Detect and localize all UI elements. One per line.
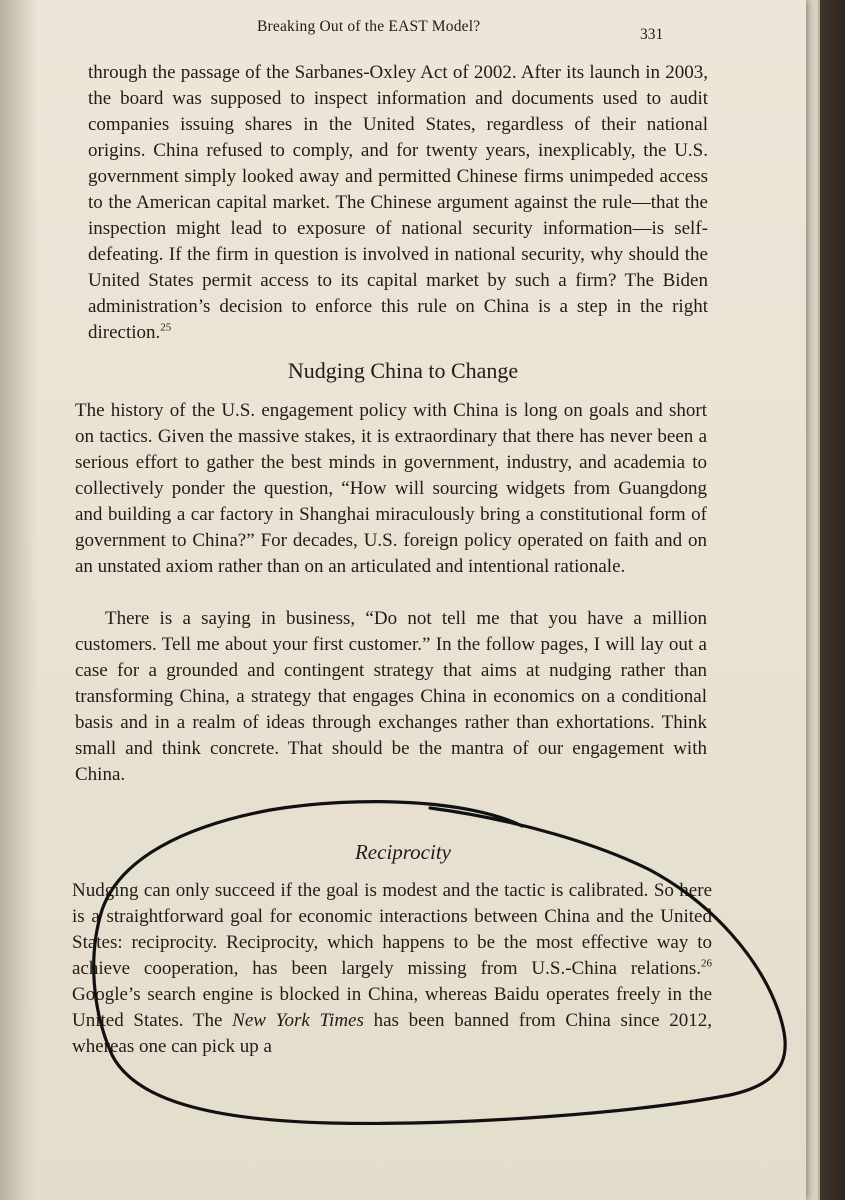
page-number: 331 [640, 26, 664, 43]
paragraph-reciprocity [72, 878, 712, 1060]
footnote-ref: 26 [701, 957, 712, 970]
paragraph-text: Google’s search engine is blocked in China, whereas Baidu operates freely in the United States. The [72, 984, 712, 1031]
footnote-ref: 25 [160, 321, 172, 334]
page-gutter-shadow [0, 0, 38, 1200]
paragraph-engagement-history: The history of the U.S. engagement policy with China is long on goals and short on tactics. Given the massive stakes, it is extraordinary that there has never been a serious effort to gather the best minds in government, industry, and academia to collectively ponder the question, “How will sourcing widgets from Guangdong and building a car factory in Shanghai miraculously bring a constitutional form of government to China?” For decades, U.S. foreign policy operated on faith and on an unstated axiom rather than on an articulated and intentional rationale. [75, 400, 707, 577]
paragraph-text: through the passage of the Sarbanes-Oxley Act of 2002. After its launch in 2003, the board was supposed to inspect information and documents used to audit companies issuing shares in the United States, regardless of their national origins. China refused to comply, and for twenty years, inexplicably, the U.S. government simply looked away and permitted Chinese firms unimpeded access to the American capital market. The Chinese argument against the rule—that the inspection might lead to exposure of national security information—is self-defeating. If the firm in question is involved in national security, why should the United States permit access to its capital market by such a firm? The Biden administration’s decision to enforce this rule on China is a step in the right direction. [88, 62, 708, 343]
paragraph-text: has been banned from China since 2012, whereas one can pick up a [72, 1010, 712, 1057]
publication-title: New York Times [232, 1010, 364, 1031]
subsection-heading: Reciprocity [354, 840, 451, 864]
paragraph-first-customer: There is a saying in business, “Do not tell me that you have a million customers. Tell me about your first customer.” In the follow pages, I will lay out a case for a grounded and contingent strategy that aims at nudging rather than transforming China, a strategy that engages China in economics on a conditional basis and in a realm of ideas through exchanges rather than exhortations. Think small and think concrete. That should be the mantra of our engagement with China. [75, 608, 707, 785]
paragraph-text: Nudging can only succeed if the goal is modest and the tactic is calibrated. So here is a straightforward goal for economic interactions between China and the United States: reciprocity. Reciprocity, which happens to be the most effective way to achieve cooperation, has been largely missing from U.S.-China relations. [72, 880, 712, 979]
section-heading: Nudging China to Change [287, 358, 519, 383]
paragraph-sarbanes-oxley [88, 60, 708, 346]
running-head: Breaking Out of the EAST Model? [257, 18, 481, 35]
